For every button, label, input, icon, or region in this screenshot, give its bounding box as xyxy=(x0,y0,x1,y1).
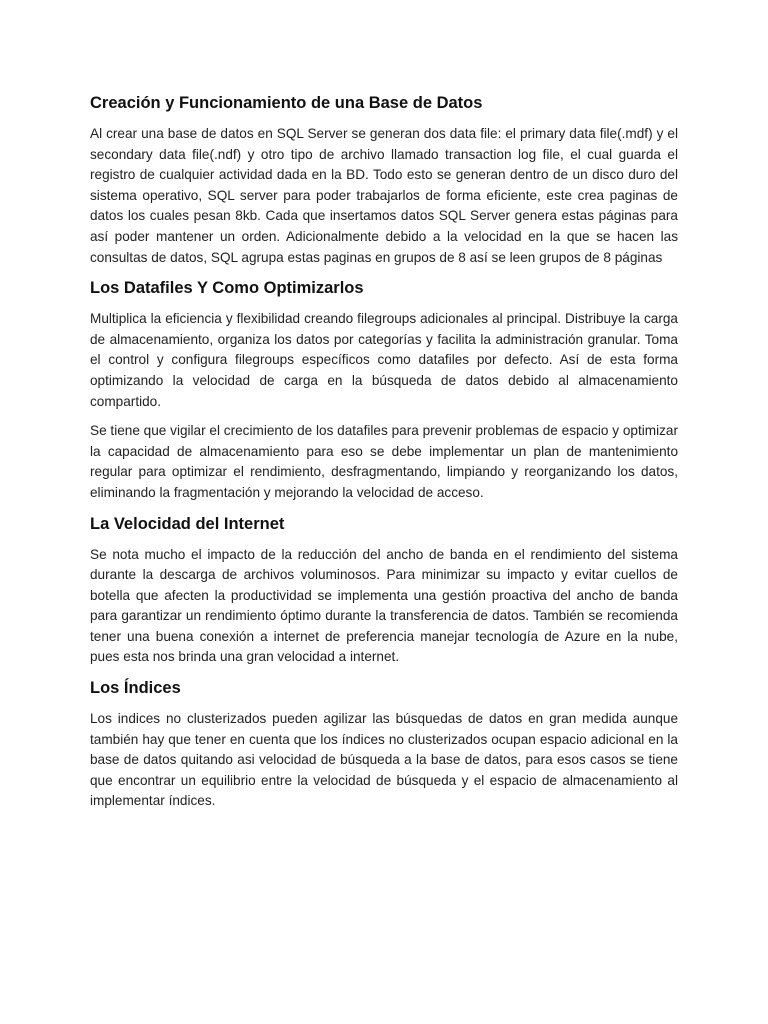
section-datafiles xyxy=(90,277,678,503)
paragraph: Se tiene que vigilar el crecimiento de los datafiles para prevenir problemas de espacio y optimizar la capacidad de almacenamiento para eso se debe implementar un plan de mantenimiento regular para optimizar el rendimiento, desfragmentando, limpiando y reorganizando los datos, eliminando la fragmentación y mejorando la velocidad de acceso. xyxy=(90,423,678,500)
paragraph: Los indices no clusterizados pueden agilizar las búsquedas de datos en gran medida aunque también hay que tener en cuenta que los índices no clusterizados ocupan espacio adicional en la base de datos quitando asi velocidad de búsqueda a la base de datos, para esos casos se tiene que encontrar un equilibrio entre la velocidad de búsqueda y el espacio de almacenamiento al implementar índices. xyxy=(90,711,678,809)
paragraph: Multiplica la eficiencia y flexibilidad creando filegroups adicionales al principal. Distribuye la carga de almacenamiento, organiza los datos por categorías y facilita la administración granular. Toma el control y configura filegroups específicos como datafiles por defecto. Así de esta forma optimizando la velocidad de carga en la búsqueda de datos debido al almacenamiento compartido. xyxy=(90,311,678,409)
section-title: Los Datafiles Y Como Optimizarlos xyxy=(90,279,364,298)
section-title: Los Índices xyxy=(90,679,181,698)
section-title: Creación y Funcionamiento de una Base de Datos xyxy=(90,94,483,112)
section-indices xyxy=(90,677,678,812)
section-title: La Velocidad del Internet xyxy=(90,514,285,533)
paragraph: Al crear una base de datos en SQL Server se generan dos data file: el primary data file(.mdf) y el secondary data file(.ndf) y otro tipo de archivo llamado transaction log file, el cual guarda el registro de cualquier actividad dada en la BD. Todo esto se generan dentro de un disco duro del sistema operativo, SQL server para poder trabajarlos de forma eficiente, este crea paginas de datos los cuales pesan 8kb. Cada que insertamos datos SQL Server genera estas páginas para así poder mantener un orden. Adicionalmente debido a la velocidad en la que se hacen las consultas de datos, SQL agrupa estas paginas en grupos de 8 así se leen grupos de 8 páginas xyxy=(90,126,678,265)
paragraph: Se nota mucho el impacto de la reducción del ancho de banda en el rendimiento del sistema durante la descarga de archivos voluminosos. Para minimizar su impacto y evitar cuellos de botella que afecten la productividad se implementa una gestión proactiva del ancho de banda para garantizar un rendimiento óptimo durante la transferencia de datos. También se recomienda tener una buena conexión a internet de preferencia manejar tecnología de Azure en la nube, pues esta nos brinda una gran velocidad a internet. xyxy=(90,546,678,665)
section-creacion xyxy=(90,92,678,268)
section-velocidad-internet xyxy=(90,513,678,669)
